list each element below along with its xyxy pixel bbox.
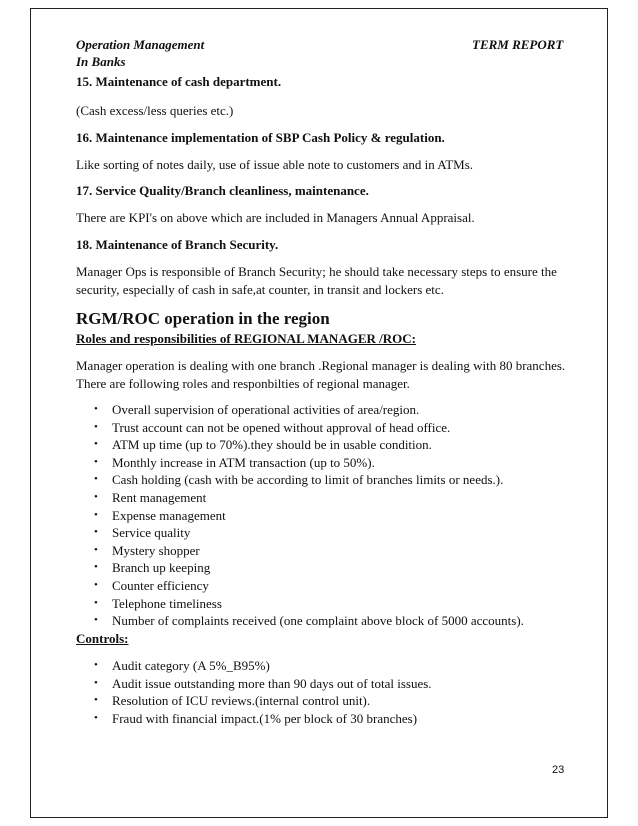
list-item: • Expense management bbox=[94, 507, 226, 523]
section-16-text: Like sorting of notes daily, use of issue able note to customers and in ATMs. bbox=[76, 157, 474, 172]
list-item: • Service quality bbox=[94, 525, 191, 541]
bullet-icon: • bbox=[94, 473, 98, 486]
section-18-text-line2: security, especially of cash in safe,at counter, in transit and lockers etc. bbox=[76, 282, 444, 297]
rgm-intro-line1: Manager operation is dealing with one branch .Regional manager is dealing with 80 branches. bbox=[76, 358, 566, 373]
bullet-icon: • bbox=[94, 694, 98, 707]
list-item: • Overall supervision of operational activities of area/region. bbox=[94, 402, 420, 417]
bullet-icon: • bbox=[94, 526, 98, 539]
list-item: • Monthly increase in ATM transaction (up to 50%). bbox=[94, 454, 375, 470]
list-item: • Trust account can not be opened without approval of head office. bbox=[94, 419, 451, 435]
controls-bullet-list bbox=[94, 657, 432, 727]
section-18-heading: 18. Maintenance of Branch Security. bbox=[76, 237, 279, 252]
rgm-title: RGM/ROC operation in the region bbox=[76, 309, 330, 328]
controls-heading: Controls: bbox=[76, 631, 129, 646]
section-15-text: (Cash excess/less queries etc.) bbox=[76, 103, 234, 118]
list-item: • Mystery shopper bbox=[94, 542, 200, 558]
bullet-icon: • bbox=[94, 420, 98, 433]
list-item: • ATM up time (up to 70%).they should be in usable condition. bbox=[94, 437, 432, 453]
bullet-icon: • bbox=[94, 561, 98, 574]
rgm-intro-line2: There are following roles and responbilties of regional manager. bbox=[76, 376, 410, 391]
page-number: 23 bbox=[552, 764, 565, 776]
list-item: • Telephone timeliness bbox=[94, 595, 222, 611]
bullet-icon: • bbox=[94, 614, 98, 627]
section-17-text: There are KPI's on above which are included in Managers Annual Appraisal. bbox=[76, 210, 475, 225]
bullet-icon: • bbox=[94, 578, 98, 591]
list-item: • Audit category (A 5%_B95%) bbox=[94, 658, 270, 673]
bullet-icon: • bbox=[94, 596, 98, 609]
section-16-heading: 16. Maintenance implementation of SBP Cash Policy & regulation. bbox=[76, 130, 445, 145]
bullet-icon: • bbox=[94, 676, 98, 689]
bullet-icon: • bbox=[94, 711, 98, 724]
list-item: • Counter efficiency bbox=[94, 577, 209, 593]
rgm-bullet-list bbox=[94, 401, 524, 630]
section-18-text-line1: Manager Ops is responsible of Branch Security; he should take necessary steps to ensure the bbox=[76, 264, 557, 279]
list-item: • Fraud with financial impact.(1% per block of 30 branches) bbox=[94, 710, 418, 726]
bullet-icon: • bbox=[94, 659, 98, 671]
list-item: • Branch up keeping bbox=[94, 560, 211, 576]
header-title-line2: In Banks bbox=[76, 54, 126, 69]
bullet-icon: • bbox=[94, 455, 98, 468]
header-title-line1: Operation Management bbox=[76, 37, 205, 52]
bullet-icon: • bbox=[94, 543, 98, 556]
list-item: • Audit issue outstanding more than 90 days out of total issues. bbox=[94, 675, 432, 691]
bullet-icon: • bbox=[94, 490, 98, 503]
list-item: • Cash holding (cash with be according to limit of branches limits or needs.). bbox=[94, 472, 504, 488]
list-item: • Resolution of ICU reviews.(internal control unit). bbox=[94, 693, 371, 709]
list-item: • Number of complaints received (one complaint above block of 5000 accounts). bbox=[94, 613, 524, 629]
header-report-label: TERM REPORT bbox=[472, 37, 564, 52]
section-17-heading: 17. Service Quality/Branch cleanliness, maintenance. bbox=[76, 183, 369, 198]
rgm-subtitle: Roles and responsibilities of REGIONAL MANAGER /ROC: bbox=[76, 331, 416, 346]
bullet-icon: • bbox=[94, 508, 98, 521]
section-15-heading: 15. Maintenance of cash department. bbox=[76, 74, 282, 89]
bullet-icon: • bbox=[94, 438, 98, 451]
bullet-icon: • bbox=[94, 403, 98, 415]
list-item: • Rent management bbox=[94, 489, 207, 505]
